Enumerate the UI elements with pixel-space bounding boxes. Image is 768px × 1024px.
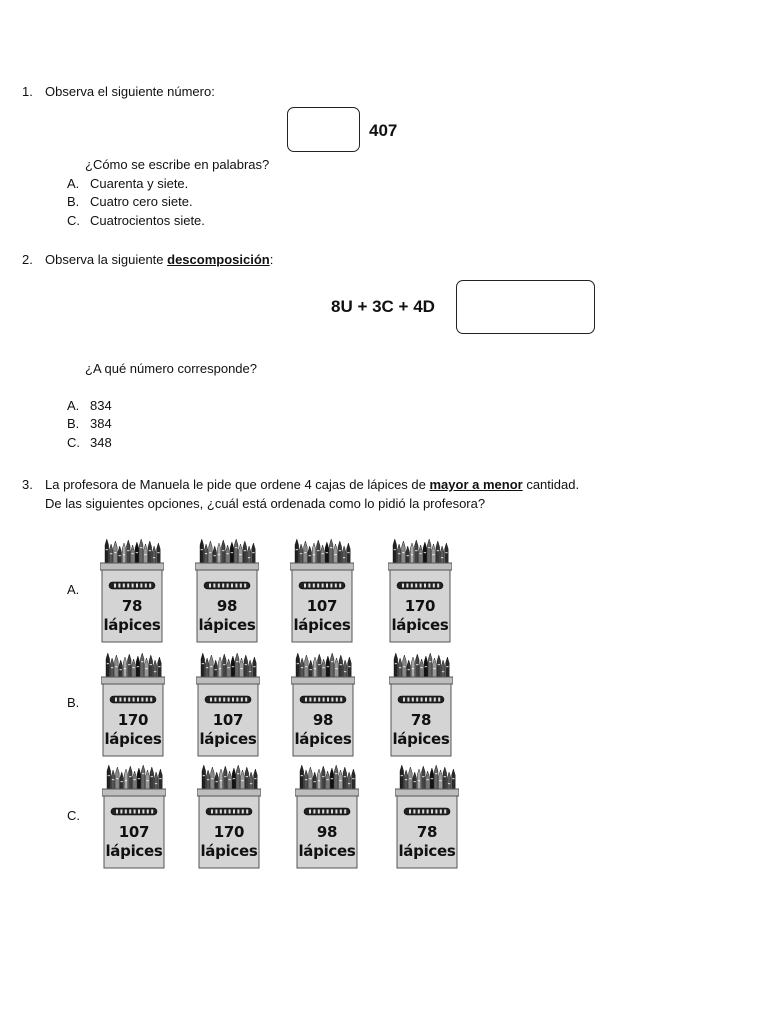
crayon-box (195, 535, 259, 643)
option-letter: A. (67, 176, 80, 191)
option-letter: B. (67, 416, 80, 431)
crayon-box-unit: lápices (294, 730, 352, 748)
crayon-box (388, 535, 452, 643)
crayon-box-unit: lápices (392, 730, 450, 748)
q1-option-b[interactable] (67, 194, 193, 209)
crayon-box-count: 78 (121, 597, 143, 615)
q2-prompt-keyword: descomposición (167, 252, 270, 267)
crayon-box-unit: lápices (200, 842, 258, 860)
q2-answer-box[interactable] (456, 280, 595, 334)
q1-option-a[interactable] (67, 176, 188, 191)
q1-number-value: 407 (369, 121, 398, 140)
q2-prompt (45, 252, 273, 267)
crayon-box-count: 170 (404, 597, 436, 615)
q3-prompt-text: La profesora de Manuela le pide que ordene 4 cajas de lápices de (45, 477, 430, 492)
q3-option-c-letter[interactable]: C. (67, 808, 80, 823)
q3-prompt-end: cantidad. (522, 477, 580, 492)
crayon-box-count: 107 (212, 711, 244, 729)
option-letter: C. (67, 213, 80, 228)
option-text: Cuatrocientos siete. (90, 213, 205, 228)
q1-prompt: Observa el siguiente número: (45, 84, 215, 99)
crayon-box-unit: lápices (104, 730, 162, 748)
q2-prompt-text: Observa la siguiente (45, 252, 168, 267)
option-text: Cuatro cero siete. (90, 194, 193, 209)
crayon-box (101, 649, 165, 757)
crayon-box (295, 761, 359, 869)
crayon-box-unit: lápices (105, 842, 163, 860)
q3-prompt-line1 (45, 477, 579, 492)
option-text: Cuarenta y siete. (90, 176, 189, 191)
crayon-box (100, 535, 164, 643)
option-letter: B. (67, 194, 80, 209)
q3-option-a-letter[interactable]: A. (67, 582, 80, 597)
crayon-box-count: 98 (312, 711, 334, 729)
q1-question: ¿Cómo se escribe en palabras? (85, 157, 270, 172)
crayon-box-count: 98 (216, 597, 238, 615)
crayon-box-count: 170 (117, 711, 149, 729)
q2-option-c[interactable] (67, 435, 112, 450)
q1-answer-box[interactable] (287, 107, 360, 152)
q2-number: 2. (22, 252, 33, 267)
crayon-box-count: 78 (410, 711, 432, 729)
crayon-box-count: 170 (213, 823, 245, 841)
crayon-box-unit: lápices (391, 616, 449, 634)
q2-option-a[interactable] (67, 398, 112, 413)
crayon-box-count: 78 (416, 823, 438, 841)
crayon-box (102, 761, 166, 869)
q3-number: 3. (22, 477, 33, 492)
q2-prompt-colon: : (269, 252, 274, 267)
q2-option-b[interactable] (67, 416, 112, 431)
crayon-box (395, 761, 459, 869)
crayon-box (291, 649, 355, 757)
option-text: 834 (90, 398, 112, 413)
crayon-box-unit: lápices (298, 842, 356, 860)
crayon-box-unit: lápices (103, 616, 161, 634)
q3-prompt-keyword: mayor a menor (429, 477, 523, 492)
q1-option-c[interactable] (67, 213, 205, 228)
q2-question: ¿A qué número corresponde? (85, 361, 257, 376)
crayon-box-unit: lápices (198, 616, 256, 634)
option-letter: A. (67, 398, 80, 413)
option-text: 348 (90, 435, 112, 450)
crayon-box (290, 535, 354, 643)
crayon-box-unit: lápices (293, 616, 351, 634)
option-text: 384 (90, 416, 112, 431)
crayon-box (389, 649, 453, 757)
crayon-box-count: 98 (316, 823, 338, 841)
q3-prompt-line2: De las siguientes opciones, ¿cuál está ordenada como lo pidió la profesora? (45, 496, 486, 511)
q2-expression: 8U + 3C + 4D (331, 297, 435, 316)
crayon-box-count: 107 (118, 823, 150, 841)
q3-option-b-letter[interactable]: B. (67, 695, 80, 710)
crayon-box-count: 107 (306, 597, 338, 615)
crayon-box-unit: lápices (398, 842, 456, 860)
crayon-box (197, 761, 261, 869)
crayon-box (196, 649, 260, 757)
crayon-box-unit: lápices (199, 730, 257, 748)
q1-number: 1. (22, 84, 33, 99)
option-letter: C. (67, 435, 80, 450)
